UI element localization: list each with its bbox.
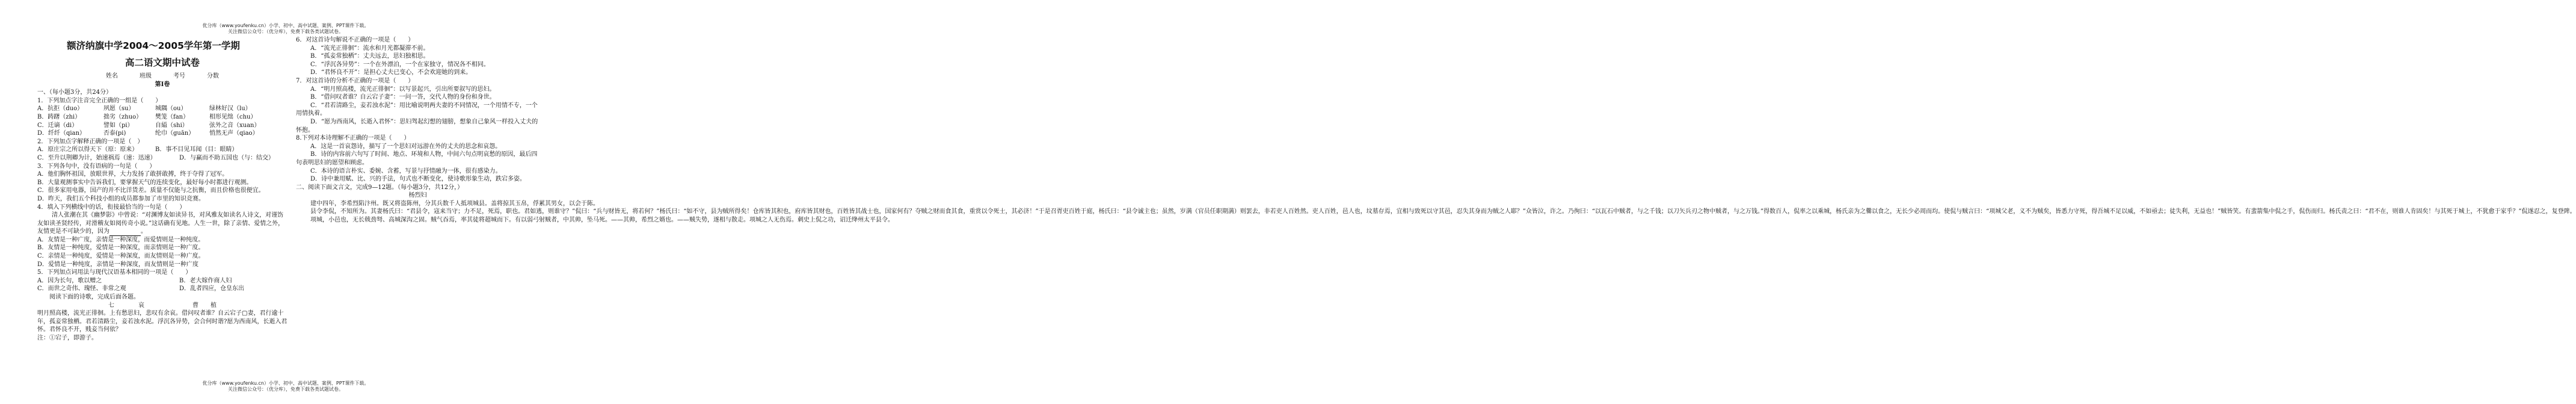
q2-option-a: A．原庄宗之所以得天下（原：原来） xyxy=(37,146,138,154)
volume-label: 第Ⅰ卷 xyxy=(155,81,170,88)
q1-b-2: 拙劣（zhuo） xyxy=(103,113,143,120)
q1-c-1: C．迁谪（di） xyxy=(37,122,78,129)
q1-row-d xyxy=(37,129,287,138)
q2-option-d: D．与赢而不助五国也（与：结交） xyxy=(179,154,275,161)
q3-option-a: A．他们胸怀祖国，放眼世界，大力发扬了敢拼敢搏，终于夺得了冠军。 xyxy=(37,171,229,178)
q1-a-4: 绿林好汉（lu） xyxy=(209,105,251,113)
student-info-fields xyxy=(37,72,287,81)
q2-option-b: B．事不目见耳闻（目：眼睛） xyxy=(155,146,238,154)
q2-row-cd xyxy=(37,154,287,163)
q4-answer-blank xyxy=(109,229,141,236)
footer-line-1: 优分库（www.youfenku.cn）小学、初中、高中试题、案例、PPT课件下载。 xyxy=(202,381,369,386)
field-class: 班级 xyxy=(140,73,152,79)
q4-option-d: D．爱情是一种纯度，亲情是一种深度，而友情则是一种广度 xyxy=(37,261,199,268)
q1-b-3: 樊笼（fan） xyxy=(155,113,189,120)
q1-b-1: B．踌躇（zhi） xyxy=(37,113,81,120)
q4-passage xyxy=(37,211,287,236)
q5-option-d: D．乱者四应，仓皇东出 xyxy=(179,285,245,293)
q8-option-b: B．诗的内容前六句写了时间、地点、环境和人物，中间六句点明哀愁的原因，最后四句表明思妇的愿望和顾虑。 xyxy=(296,151,538,166)
question-3: 3．下列各句中，没有语病的一句是（ ） xyxy=(37,163,156,170)
q5-option-a: A．因为长句，歌以赠之 xyxy=(37,277,102,284)
q8-option-d: D．诗中兼用赋、比、兴的手法，句式也不断变化，使诗歌形象生动，跌宕多姿。 xyxy=(310,176,526,183)
q5-option-c: C．而世之奇伟、瑰怪、非常之观 xyxy=(37,285,126,293)
question-8: 8.下列对本诗理解不正确的一项是（ ） xyxy=(296,135,410,142)
question-6: 6．对这首诗句解说不正确的一项是（ ） xyxy=(296,37,414,43)
q4-option-c: C．亲情是一种纯度，爱情是一种深度，而友情则是一种广度。 xyxy=(37,253,204,260)
poem-author: 曹 植 xyxy=(192,302,217,309)
q1-c-4: 弦外之音（xuan） xyxy=(209,122,260,129)
section-2-heading: 二、阅读下面文言文，完成9—12题。（每小题3分，共12分，） xyxy=(296,184,464,191)
q4-option-b: B．友情是一种纯度，爱情是一种深度，而亲情则是一种广度。 xyxy=(37,244,204,252)
page-footer xyxy=(0,381,571,393)
q1-d-4: 悄然无声（qiao） xyxy=(209,130,259,137)
q1-d-1: D．纤纤（qian） xyxy=(37,130,86,137)
q1-b-4: 相形见绌（chu） xyxy=(209,113,257,120)
q1-d-3: 纶巾（guān） xyxy=(155,130,195,137)
essay-paragraph-2: 县令李侃，不知所为。其妻杨氏曰：“君县令，寇来当守；力不足，死焉，职也。君如逃，则谁守？”侃曰：“兵与财皆无，将若何？”杨氏曰：“如不守，县为贼所得矣！仓库皆其积也，府库皆其财也，百姓皆其战士也，国家何有？夺贼之财而食其食，重赏以令死士，其必济！”于是召胥吏百姓于庭，杨氏曰：“县令诚主也；虽然，岁满（官员任职期满）则罢去，非若吏人百姓然。吏人百姓，邑人也，坟墓存焉，宜相与致死以守其邑，忍失其身而为贼之人耶？”众皆泣，许之。乃徇曰：“以瓦石中贼者，与之千钱；以刀矢兵刃之物中贼者，与之万钱。”得数百人，侃率之以乘城，杨氏亲为之爨以食之，无长少必周而均。使侃与贼言曰：“项城父老，义不为贼矣，皆悉力守死，得吾城不足以威，不如亟去；徒失利，无益也！”贼皆笑。有蜚箭集中侃之手，侃伤而归。杨氏责之曰：“君不在，则谁人肯固矣！与其死于城上，不犹愈于家乎？”侃遂忍之，复登陴。 xyxy=(310,208,2576,216)
poem-text: 明月照高楼，流光正徘徊。上有愁思妇，悲叹有余哀。借问叹者谁？自云宕子▢妻，君行逾十年，孤妾常独栖。君若清路尘，妾若浊水泥。浮沉各异势，会合何时谐?愿为西南风，长逝入君怀。君怀良不开，贱妾当何依？ xyxy=(37,310,287,334)
q1-d-2: 否泰(pi) xyxy=(103,130,126,137)
q1-c-2: 譬如（pi） xyxy=(103,122,134,129)
field-id: 考号 xyxy=(173,73,185,79)
exam-subtitle: 高二语文期中试卷 xyxy=(124,57,200,68)
q1-a-1: A．抗拒（duo） xyxy=(37,105,84,113)
q8-option-a: A．这是一首哀怨诗，描写了一个思妇对远游在外的丈夫的思念和哀怨。 xyxy=(310,143,502,150)
footer-line-2: 关注微信公众号：（优分库），免费下载各类试题试卷。 xyxy=(228,387,343,392)
section-1-heading: 一、（每小题3分，共24分） xyxy=(37,89,112,96)
q1-c-3: 自縊（shi） xyxy=(155,122,188,129)
q3-option-c: C．很多家用电器，国产的并不比洋货差。质量不仅能与之抗衡，而且价格也很便宜。 xyxy=(37,187,265,194)
q4-passage-text: 清人张潮在其《幽梦影》中曾说：“对渊博友如读异书，对风雅友如读名人诗文，对谨饬友如读圣贤经传，对滑稽友如阅传奇小说。”这话确有见地。人生一世，除了亲情、爱情之外，友情更是不可缺少的，因为 xyxy=(37,212,284,235)
q5-row-ab xyxy=(37,277,287,285)
q5-row-cd xyxy=(37,285,287,293)
q1-row-a xyxy=(37,105,287,113)
q2-option-c: C．至升以荆卿为计，始速祸焉（速：迅速） xyxy=(37,154,156,161)
question-7: 7．对这首诗的分析不正确的一项是（ ） xyxy=(296,77,414,84)
essay-paragraph-3: 项城，小邑也，无长戟劲弩、高城深沟之固。贼气吞焉，率其徒将超城而下。有以弱弓射贼者，中其帅，坠马死。——其帅，希烈之婿也。——贼失势，遂相与散走。项城之人无伤焉。刺史上侃之功，诏迁绛州太平县令。 xyxy=(310,217,894,224)
field-score: 分数 xyxy=(207,73,219,79)
header-line-1: 优分库（www.youfenku.cn）小学、初中、高中试题、案例、PPT课件下载。 xyxy=(202,23,369,28)
q6-option-b: B．“孤妾常独栖”：丈夫远去，思妇独相思。 xyxy=(310,53,429,60)
header-line-2: 关注微信公众号：（优分库），免费下载各类试题试卷。 xyxy=(228,29,343,34)
q1-row-c xyxy=(37,122,287,130)
q5-option-b: B．老大嫁作商人妇 xyxy=(179,277,232,284)
poem-note: 注：①宕子，即游子。 xyxy=(37,335,97,341)
q6-option-a: A．“流光正徘徊”：流水和月光都凝滞不前。 xyxy=(310,45,429,52)
exam-title: 额济纳旗中学2004～2005学年第一学期 xyxy=(67,40,240,51)
q6-option-d: D．“君怀良不开”：是担心丈夫已变心，不会欢迎她的到来。 xyxy=(310,69,472,76)
q1-a-3: 城隅（ou） xyxy=(155,105,187,113)
question-1: 1．下列加点字注音完全正确的一组是（ ） xyxy=(37,97,162,104)
q2-row-ab xyxy=(37,146,287,154)
q1-row-b xyxy=(37,113,287,122)
left-column xyxy=(37,35,287,343)
q4-option-a: A．友情是一种广度，亲情是一种深度，而爱情则是一种纯度。 xyxy=(37,236,204,243)
question-2: 2．下列加点字解释正确的一项是（ ） xyxy=(37,138,144,145)
q3-option-d: D．昨天，我们五个科技小组的成员都参加了市里的知识竞赛。 xyxy=(37,195,205,202)
q6-option-c: C．“浮沉各异势”：一个在外漂泊，一个在家独守，情况各不相同。 xyxy=(310,61,490,68)
q7-option-c: C．“君若清路尘，妾若浊水泥”：用比喻说明两夫妻的不同情况，一个用情不专，一个用情执着。 xyxy=(296,102,538,117)
right-column xyxy=(296,36,2576,225)
poem-title-2: 哀 xyxy=(138,302,144,309)
q7-option-b: B．“借问叹者谁？自云宕子妻”：一问一答，交代人物的身份和身世。 xyxy=(310,94,496,101)
question-4: 4．填入下列横线中的话，衔接最恰当的一句是（ ） xyxy=(37,204,186,211)
question-5: 5．下列加点词用法与现代汉语基本相同的一项是（ ） xyxy=(37,269,192,276)
q7-option-d: D．“愿为西南风，长逝入君怀”：思妇驾起幻想的翅膀，想象自己象风一样投入丈夫的怀抱。 xyxy=(296,118,538,134)
field-name: 姓名 xyxy=(106,73,118,79)
q1-a-2: 夙愿（su） xyxy=(103,105,135,113)
q8-option-c: C．本诗的语言朴实、委婉、含蓄，写景与抒情融为一体，很有感染力。 xyxy=(310,167,502,175)
q4-passage-end: 。 xyxy=(141,228,147,235)
q7-option-a: A．“明月照高楼，流光正徘徊”：以写景起兴，引出所要叙写的思妇。 xyxy=(310,85,496,93)
page-header xyxy=(0,23,571,35)
essay-title: 杨烈妇 xyxy=(408,192,427,199)
essay-paragraph-1: 建中四年，李希烈陷汴州。既又将盗陈州，分其兵数千人抵项城县。盖将掠其玉帛，俘累其男女，以会于陈。 xyxy=(310,200,599,207)
poem-heading xyxy=(37,302,287,310)
poem-title-1: 七 xyxy=(108,302,114,309)
poem-intro: 阅读下面的诗歌，完成后面各题。 xyxy=(49,294,140,301)
q3-option-b: B．大量观测事实中告诉我们，要掌握天气的连续变化，最好每小时都进行观测。 xyxy=(37,179,253,186)
